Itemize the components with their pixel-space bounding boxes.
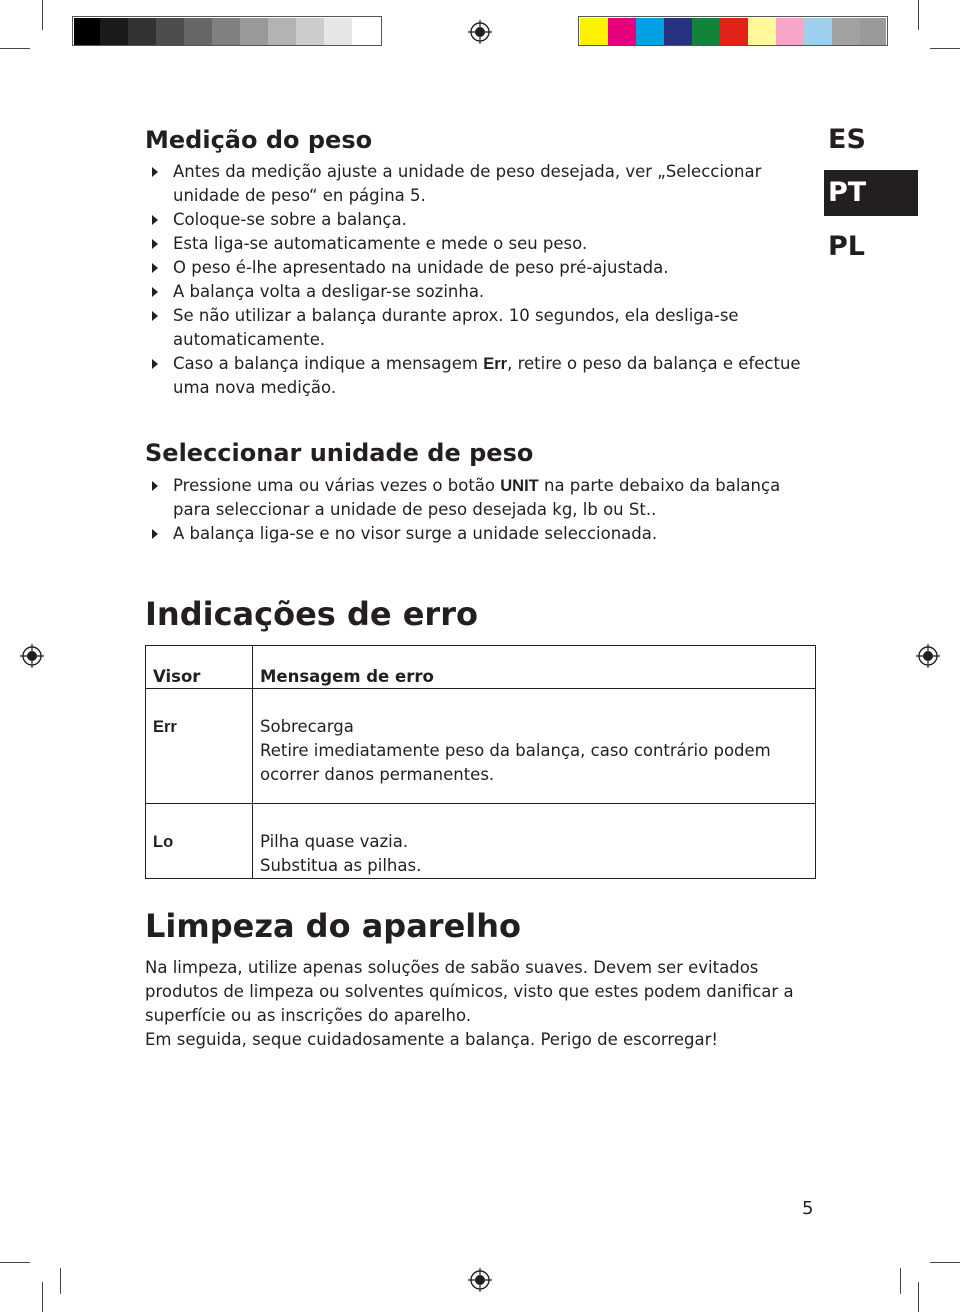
registration-mark-icon — [468, 1268, 492, 1292]
cleaning-paragraph: Em seguida, seque cuidadosamente a balança. Perigo de escorregar! — [145, 1030, 718, 1049]
table-row — [146, 689, 816, 804]
crop-mark — [42, 0, 43, 30]
bullet-arrow-icon — [152, 529, 158, 539]
crop-mark — [930, 48, 960, 49]
crop-mark — [0, 48, 30, 49]
error-message-line: Sobrecarga — [260, 717, 354, 736]
list-item-text: A balança volta a desligar-se sozinha. — [173, 282, 485, 301]
error-message-line: Retire imediatamente peso da balança, caso contrário podem ocorrer danos permanentes. — [260, 741, 771, 784]
error-message-line: Substitua as pilhas. — [260, 856, 422, 875]
crop-mark — [900, 1268, 901, 1294]
list-item-text: A balança liga-se e no visor surge a unidade seleccionada. — [173, 524, 658, 543]
bullet-arrow-icon — [152, 239, 158, 249]
table-header-row — [146, 646, 816, 689]
section-title-cleaning: Limpeza do aparelho — [145, 907, 522, 945]
list-item — [148, 352, 818, 400]
gray-bar-frame — [72, 16, 382, 46]
list-item-text: Caso a balança indique a mensagem — [173, 354, 484, 373]
list-item-text: O peso é-lhe apresentado na unidade de peso pré-ajustada. — [173, 258, 669, 277]
page-number: 5 — [802, 1198, 814, 1219]
unit-button-label: UNIT — [500, 477, 539, 495]
error-message-line: Pilha quase vazia. — [260, 832, 409, 851]
bullet-arrow-icon — [152, 481, 158, 491]
registration-mark-icon — [20, 644, 44, 668]
list-item — [148, 280, 818, 304]
registration-mark-icon — [468, 20, 492, 44]
bullet-arrow-icon — [152, 287, 158, 297]
list-item — [148, 208, 818, 232]
cleaning-paragraph: Na limpeza, utilize apenas soluções de sabão suaves. Devem ser evitados produtos de limpeza ou solventes químicos, visto que estes podem danificar a superfície ou as inscrições do aparelho. — [145, 958, 794, 1025]
section-title-unit: Seleccionar unidade de peso — [145, 439, 534, 467]
color-bar-frame — [578, 16, 888, 46]
table-cell-code — [146, 689, 253, 804]
unit-list — [148, 474, 818, 546]
error-code: Lo — [153, 833, 174, 851]
bullet-arrow-icon — [152, 167, 158, 177]
crop-mark — [0, 1262, 30, 1263]
table-cell-message — [253, 689, 816, 804]
crop-mark — [60, 1268, 61, 1294]
bullet-arrow-icon — [152, 359, 158, 369]
crop-mark — [918, 0, 919, 30]
list-item — [148, 304, 818, 352]
table-row — [146, 804, 816, 879]
bullet-arrow-icon — [152, 215, 158, 225]
language-tab-es: ES — [828, 124, 866, 155]
bullet-arrow-icon — [152, 263, 158, 273]
column-header-display: Visor — [146, 646, 253, 689]
column-header-message: Mensagem de erro — [253, 646, 816, 689]
error-code: Err — [153, 718, 177, 736]
section-title-errors: Indicações de erro — [145, 595, 478, 633]
registration-mark-icon — [916, 644, 940, 668]
measurement-list — [148, 160, 818, 400]
language-tab-pl: PL — [828, 231, 865, 262]
table-cell-code — [146, 804, 253, 879]
crop-mark — [42, 1282, 43, 1312]
list-item — [148, 474, 818, 522]
language-tab-pt: PT — [824, 170, 918, 216]
bullet-arrow-icon — [152, 311, 158, 321]
table-cell-message — [253, 804, 816, 879]
list-item-text: Esta liga-se automaticamente e mede o seu peso. — [173, 234, 588, 253]
list-item — [148, 522, 818, 546]
list-item — [148, 160, 818, 208]
list-item-text: Pressione uma ou várias vezes o botão — [173, 476, 501, 495]
list-item-text: na parte debaixo da balança para seleccionar a unidade de peso desejada kg, lb ou St.. — [173, 476, 781, 519]
list-item-text: Coloque-se sobre a balança. — [173, 210, 407, 229]
error-code: Err — [483, 355, 508, 373]
section-title-measurement: Medição do peso — [145, 126, 373, 154]
list-item-text: Antes da medição ajuste a unidade de peso desejada, ver „Seleccionar unidade de peso“ en página 5. — [173, 162, 762, 205]
list-item — [148, 256, 818, 280]
list-item — [148, 232, 818, 256]
list-item-text: , retire o peso da balança e efectue uma nova medição. — [173, 354, 801, 397]
error-table — [145, 645, 816, 879]
crop-mark — [930, 1262, 960, 1263]
list-item-text: Se não utilizar a balança durante aprox. 10 segundos, ela desliga-se automaticamente. — [173, 306, 739, 349]
crop-mark — [918, 1282, 919, 1312]
